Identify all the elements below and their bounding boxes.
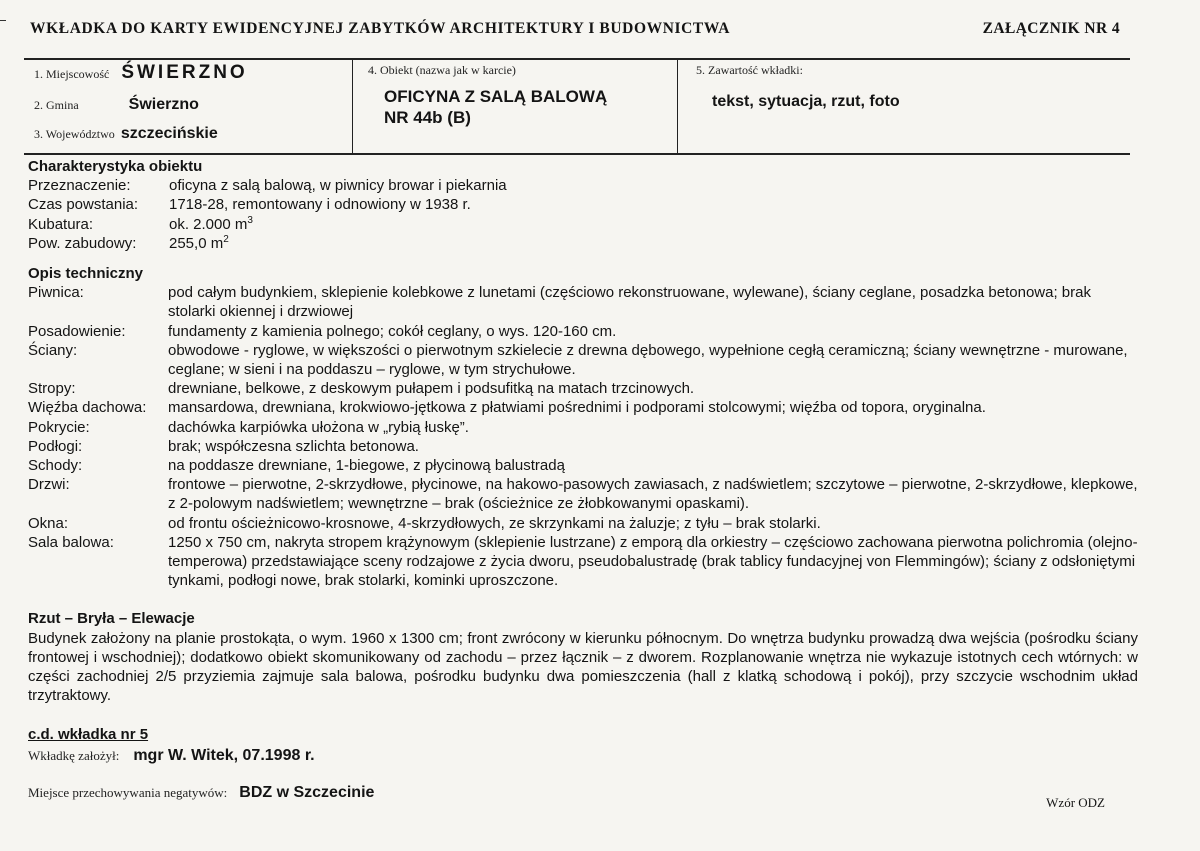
place-field	[34, 62, 248, 84]
technical-row-label: Stropy:	[28, 380, 76, 398]
gmina-value: Świerzno	[128, 96, 199, 113]
date-label: Czas powstania:	[28, 196, 139, 214]
technical-row-label: Pokrycie:	[28, 418, 90, 436]
voivodeship-field	[34, 125, 218, 143]
technical-row-label: Ściany:	[28, 341, 78, 359]
area-unit-exponent: 2	[223, 233, 229, 245]
technical-row	[28, 456, 1138, 475]
technical-row-text: brak; współczesna szlichta betonowa.	[168, 437, 419, 455]
technical-row-text: mansardowa, drewniana, krokwiowo-jętkowa z płatwiami pośrednimi i podporami stolcowymi; więźba od topora, oryginalna.	[168, 399, 986, 417]
technical-row	[28, 322, 1138, 341]
continued-note: c.d. wkładka nr 5	[28, 726, 149, 744]
date-value: 1718-28, remontowany i odnowiony w 1938 r.	[169, 196, 471, 214]
author-label: Wkładkę założył:	[28, 747, 120, 763]
voivodeship-label: 3. Województwo	[34, 127, 115, 141]
top-rule	[24, 58, 1130, 60]
area-number: 255,0 m	[169, 234, 224, 252]
technical-row	[28, 533, 1138, 591]
technical-row	[28, 379, 1138, 398]
area-label: Pow. zabudowy:	[28, 234, 137, 252]
purpose-label: Przeznaczenie:	[28, 177, 131, 195]
gmina-field	[34, 96, 199, 114]
technical-row	[28, 341, 1138, 379]
annex-number: ZAŁĄCZNIK NR 4	[982, 20, 1120, 37]
date-row	[28, 195, 1138, 214]
negatives-value: BDZ w Szczecinie	[239, 783, 375, 801]
technical-row	[28, 398, 1138, 417]
object-label: 4. Obiekt (nazwa jak w karcie)	[368, 63, 516, 77]
volume-number: ok. 2.000 m	[169, 215, 248, 233]
form-title: WKŁADKA DO KARTY EWIDENCYJNEJ ZABYTKÓW ARCHITEKTURY I BUDOWNICTWA	[30, 20, 731, 37]
volume-row	[28, 215, 1138, 234]
area-value	[169, 234, 1138, 253]
technical-row-label: Więźba dachowa:	[28, 399, 147, 417]
object-name-line1: OFICYNA Z SALĄ BALOWĄ	[384, 87, 608, 106]
technical-row	[28, 418, 1138, 437]
technical-row-text: pod całym budynkiem, sklepienie kolebkowe z lunetami (częściowo rekonstruowane, wylewane), ściany ceglane, posadzka betonowa; brak stolarki okiennej i drzwiowej	[168, 284, 1091, 321]
object-name-line2: NR 44b (B)	[384, 108, 471, 127]
column-divider-1	[352, 58, 353, 154]
characteristics-heading: Charakterystyka obiektu	[28, 158, 203, 175]
middle-rule	[24, 153, 1130, 155]
object-name	[384, 86, 607, 128]
volume-label: Kubatura:	[28, 215, 94, 233]
negatives-label: Miejsce przechowywania negatywów:	[28, 784, 228, 800]
technical-row-text: od frontu ościeżnicowo-krosnowe, 4-skrzydłowych, ze skrzynkami na żaluzje; z tyłu – brak stolarki.	[168, 514, 821, 532]
volume-unit-exponent: 3	[247, 214, 253, 226]
purpose-value: oficyna z salą balową, w piwnicy browar i piekarnia	[169, 177, 507, 195]
technical-row-text: na poddasze drewniane, 1-biegowe, z płycinową balustradą	[168, 457, 565, 475]
technical-row-label: Posadowienie:	[28, 322, 126, 340]
page-header	[30, 20, 1120, 38]
technical-row-text: obwodowe - ryglowe, w większości o pierwotnym szkielecie z drewna dębowego, wypełnione cegłą ceramiczną; ściany wewnętrzne - murowane, ceglane; w sieni i na poddaszu – ryglowe, w tym strychułowe.	[168, 341, 1128, 379]
technical-row-label: Okna:	[28, 514, 69, 532]
technical-row	[28, 283, 1138, 321]
technical-rows	[28, 283, 1138, 590]
technical-row-label: Schody:	[28, 457, 83, 475]
author-line	[28, 746, 1138, 765]
purpose-row	[28, 176, 1138, 195]
volume-value	[169, 215, 1138, 234]
technical-row-label: Piwnica:	[28, 284, 84, 302]
plan-heading: Rzut – Bryła – Elewacje	[28, 610, 195, 628]
author-value: mgr W. Witek, 07.1998 r.	[133, 746, 315, 764]
technical-row	[28, 475, 1138, 513]
plan-text: Budynek założony na planie prostokąta, o wym. 1960 x 1300 cm; front zwrócony w kierunku północnym. Do wnętrza budynku prowadzą dwa wejścia (pośrodku ściany frontowej i wschodniej); dodatkowo obiekt skomunikowany od zachodu – przez łącznik – z dworem. Rozplanowanie wnętrza nie wykazuje istotnych cech wtórnych: w części zachodniej 2/5 przyziemia zajmuje sala balowa, pośrodku budynku dwa pomieszczenia (hall z klatką schodową i pokój), przy szczycie wschodnim układ trzytraktowy.	[28, 629, 1138, 705]
edge-mark	[0, 20, 6, 21]
gmina-label: 2. Gmina	[34, 98, 79, 112]
technical-row-label: Sala balowa:	[28, 533, 114, 551]
technical-row-label: Podłogi:	[28, 437, 83, 455]
template-mark: Wzór ODZ	[1046, 795, 1105, 810]
voivodeship-value: szczecińskie	[120, 125, 218, 142]
technical-row-text: frontowe – pierwotne, 2-skrzydłowe, płycinowe, na hakowo-pasowych zawiasach, z nadświetlem; szczytowe – pierwotne, 2-skrzydłowe, klepkowe, z 2-polowym nadświetlem; wewnętrzne – brak (ościeżnice ze żłobkowanymi opaskami).	[168, 476, 1138, 513]
technical-row	[28, 437, 1138, 456]
technical-row	[28, 514, 1138, 533]
contents-label: 5. Zawartość wkładki:	[696, 63, 803, 77]
area-row	[28, 234, 1138, 253]
technical-row-text: drewniane, belkowe, z deskowym pułapem i podsufitką na matach trzcinowych.	[168, 380, 695, 398]
technical-row-text: 1250 x 750 cm, nakryta stropem krążynowym (sklepienie lustrzane) z emporą dla orkiestry – częściowo zachowana pierwotna polichromia (olejno-temperowa) przedstawiające sceny rodzajowe z życia dworu, pseudobalustradę (brak tablicy fundacyjnej von Flemmingów); ściany z odsłoniętymi tynkami, podłogi nowe, brak stolarki, kominki uproszczone.	[168, 533, 1138, 590]
place-value: ŚWIERZNO	[121, 62, 248, 83]
negatives-line	[28, 783, 1138, 802]
column-divider-2	[677, 58, 678, 154]
technical-row-text: dachówka karpiówka ułożona w „rybią łuskę”.	[168, 418, 469, 436]
technical-row-label: Drzwi:	[28, 476, 70, 494]
place-label: 1. Miejscowość	[34, 67, 110, 81]
contents-value: tekst, sytuacja, rzut, foto	[712, 93, 900, 110]
document-body	[28, 157, 1138, 802]
technical-row-text: fundamenty z kamienia polnego; cokół ceglany, o wys. 120-160 cm.	[168, 322, 617, 340]
technical-heading: Opis techniczny	[28, 265, 144, 283]
